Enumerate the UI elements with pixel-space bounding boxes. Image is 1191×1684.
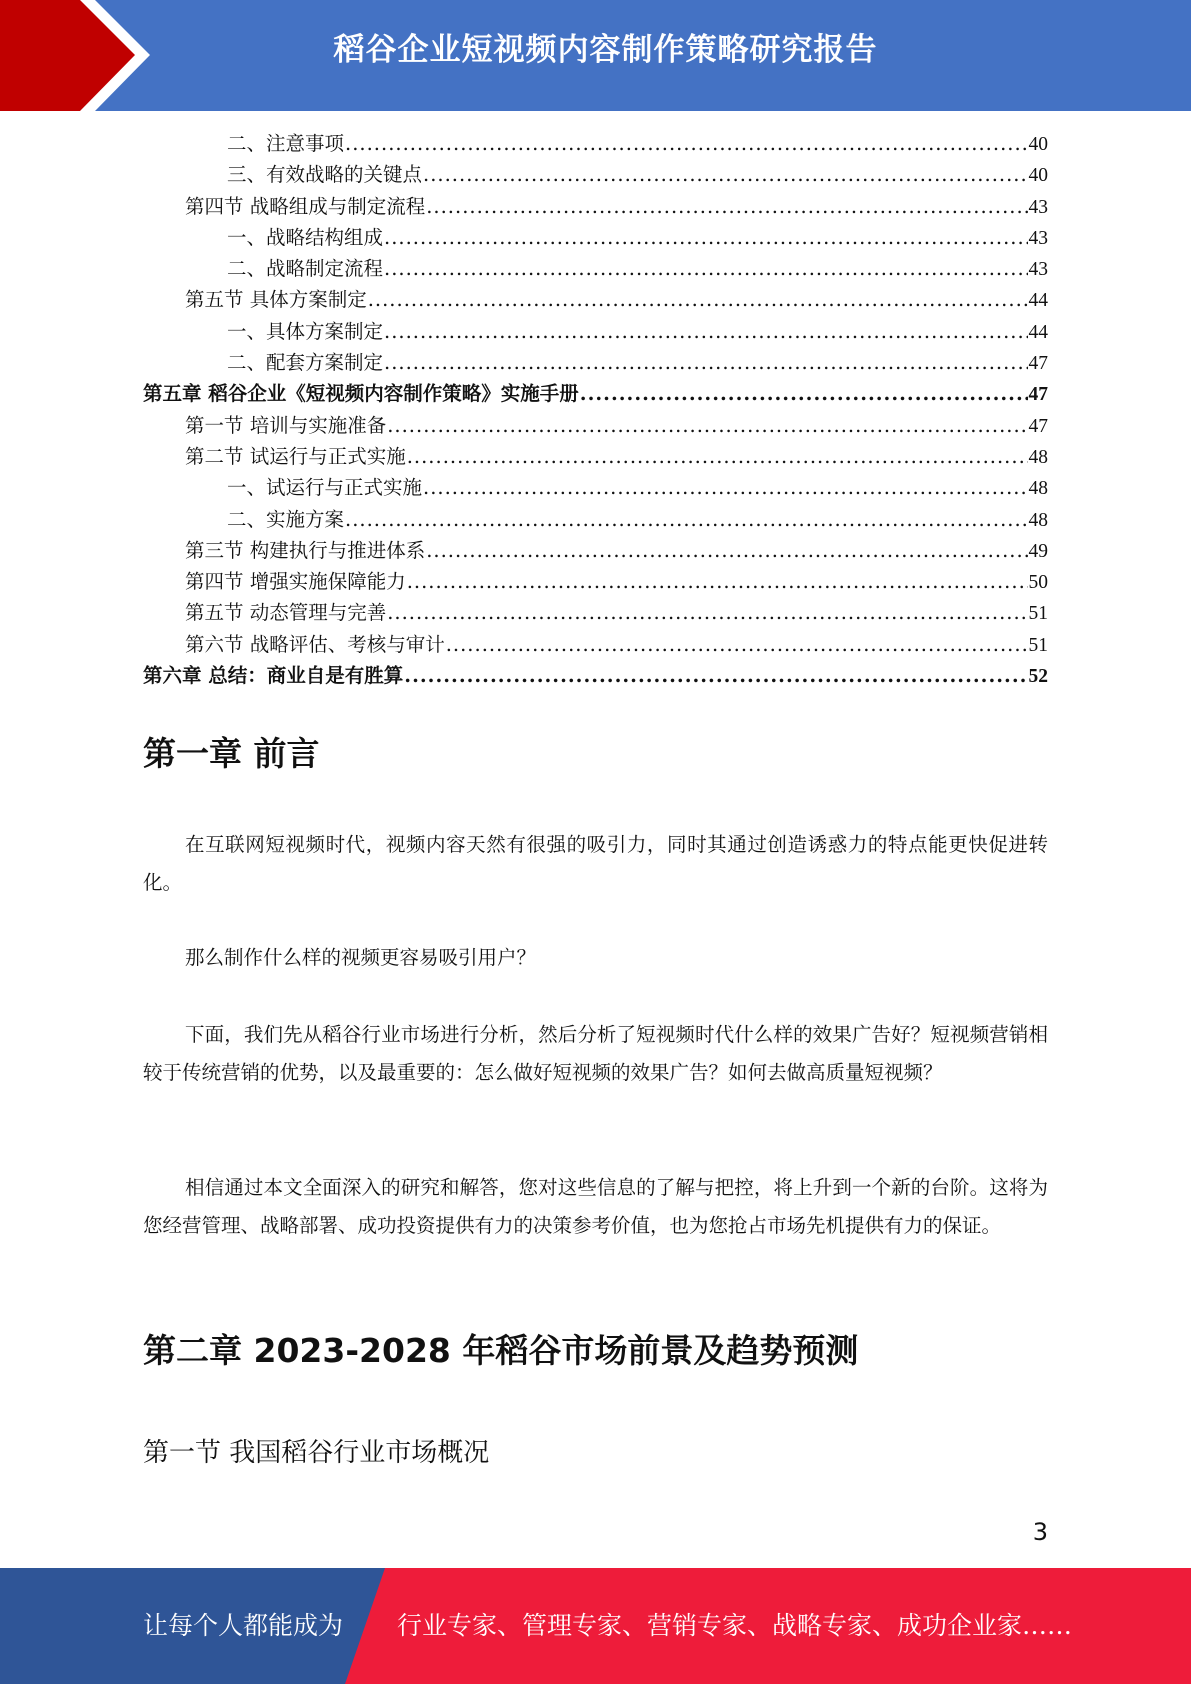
toc-entry-page: 43 (1028, 196, 1048, 218)
toc-entry[interactable] (143, 316, 1048, 347)
toc-entry[interactable] (143, 253, 1048, 284)
paragraph-1: 在互联网短视频时代，视频内容天然有很强的吸引力，同时其通过创造诱惑力的特点能更快促进转化。 (143, 833, 1048, 894)
toc-entry-title: 三、有效战略的关键点 (227, 163, 423, 187)
toc-entry[interactable] (143, 535, 1048, 566)
toc-entry-title: 二、实施方案 (227, 507, 345, 531)
toc-dot-leader (384, 226, 1027, 249)
toc-dot-leader (407, 570, 1028, 593)
toc-entry-title: 第四节 战略组成与制定流程 (185, 194, 426, 218)
toc-dot-leader (345, 132, 1027, 155)
toc-dot-leader (446, 633, 1028, 656)
toc-entry-title: 第五章 稻谷企业《短视频内容制作策略》实施手册 (143, 382, 579, 406)
toc-entry[interactable] (143, 222, 1048, 253)
toc-entry[interactable] (143, 629, 1048, 660)
toc-entry[interactable] (143, 441, 1048, 472)
toc-dot-leader (384, 257, 1027, 280)
toc-dot-leader (423, 163, 1027, 186)
toc-entry[interactable] (143, 472, 1048, 503)
toc-entry-title: 第六章 总结：商业自是有胜算 (143, 664, 404, 688)
toc-entry-page: 49 (1028, 540, 1048, 562)
toc-entry-page: 44 (1028, 321, 1048, 343)
toc-entry[interactable] (143, 410, 1048, 441)
toc-dot-leader (423, 476, 1027, 499)
toc-entry-title: 第五节 具体方案制定 (185, 288, 367, 312)
toc-entry[interactable] (143, 378, 1048, 409)
toc-entry-page: 43 (1028, 227, 1048, 249)
toc-entry[interactable] (143, 128, 1048, 159)
report-title: 稻谷企业短视频内容制作策略研究报告 (333, 32, 878, 68)
toc-entry[interactable] (143, 597, 1048, 628)
toc-entry-title: 一、具体方案制定 (227, 319, 384, 343)
toc-entry-page: 48 (1028, 478, 1048, 500)
toc-entry-page: 40 (1028, 134, 1048, 155)
toc-entry-page: 52 (1028, 666, 1048, 688)
toc-entry-title: 第四节 增强实施保障能力 (185, 570, 406, 594)
toc-dot-leader (387, 601, 1027, 624)
page-number: 3 (1032, 1518, 1048, 1546)
page-header (0, 0, 1191, 111)
toc-entry-title: 二、注意事项 (227, 132, 345, 155)
toc-entry[interactable] (143, 191, 1048, 222)
chapter-2-heading: 第二章 2023-2028 年稻谷市场前景及趋势预测 (143, 1331, 859, 1370)
toc-entry-page: 47 (1028, 353, 1048, 375)
toc-entry-title: 第六节 战略评估、考核与审计 (185, 632, 445, 656)
paragraph-3: 下面，我们先从稻谷行业市场进行分析，然后分析了短视频时代什么样的效果广告好？短视频营销相较于传统营销的优势，以及最重要的：怎么做好短视频的效果广告？如何去做高质量短视频？ (143, 1023, 1048, 1084)
toc-entry-page: 40 (1028, 165, 1048, 187)
footer-slogan-left: 让每个人都能成为 (143, 1611, 344, 1640)
table-of-contents (143, 128, 1048, 691)
toc-entry-page: 48 (1028, 446, 1048, 468)
paragraph-4: 相信通过本文全面深入的研究和解答，您对这些信息的了解与把控，将上升到一个新的台阶。这将为您经营管理、战略部署、成功投资提供有力的决策参考价值，也为您抢占市场先机提供有力的保证。 (143, 1176, 1048, 1237)
toc-entry[interactable] (143, 566, 1048, 597)
toc-dot-leader (580, 382, 1028, 405)
toc-entry-page: 47 (1028, 415, 1048, 437)
page-footer (0, 1568, 1191, 1684)
toc-entry-page: 47 (1028, 384, 1048, 406)
toc-entry-title: 第二节 试运行与正式实施 (185, 444, 406, 468)
toc-entry[interactable] (143, 660, 1048, 691)
toc-entry[interactable] (143, 159, 1048, 190)
toc-entry-title: 第一节 培训与实施准备 (185, 413, 387, 437)
toc-dot-leader (426, 539, 1027, 562)
toc-entry-title: 第五节 动态管理与完善 (185, 601, 387, 625)
toc-dot-leader (384, 320, 1027, 343)
toc-entry-title: 第三节 构建执行与推进体系 (185, 538, 426, 562)
toc-entry-title: 一、试运行与正式实施 (227, 476, 423, 500)
toc-entry-title: 二、战略制定流程 (227, 257, 384, 281)
toc-entry-page: 43 (1028, 259, 1048, 281)
toc-entry[interactable] (143, 347, 1048, 378)
toc-dot-leader (426, 195, 1027, 218)
toc-dot-leader (368, 288, 1028, 311)
toc-entry-title: 一、战略结构组成 (227, 225, 384, 249)
toc-dot-leader (404, 664, 1027, 687)
toc-entry-page: 48 (1028, 509, 1048, 531)
toc-entry-page: 44 (1028, 290, 1048, 312)
toc-dot-leader (345, 508, 1027, 531)
toc-dot-leader (384, 351, 1027, 374)
footer-slogan-right: 行业专家、管理专家、营销专家、战略专家、成功企业家…… (397, 1611, 1073, 1640)
toc-dot-leader (407, 445, 1028, 468)
toc-entry-title: 二、配套方案制定 (227, 351, 384, 375)
toc-entry[interactable] (143, 284, 1048, 315)
toc-entry-page: 50 (1028, 572, 1048, 594)
toc-dot-leader (387, 414, 1027, 437)
paragraph-2: 那么制作什么样的视频更容易吸引用户？ (185, 946, 537, 969)
toc-entry[interactable] (143, 504, 1048, 535)
toc-entry-page: 51 (1028, 634, 1048, 656)
toc-entry-page: 51 (1028, 603, 1048, 625)
chapter-1-heading: 第一章 前言 (143, 734, 320, 773)
section-1-heading: 第一节 我国稻谷行业市场概况 (143, 1438, 490, 1468)
